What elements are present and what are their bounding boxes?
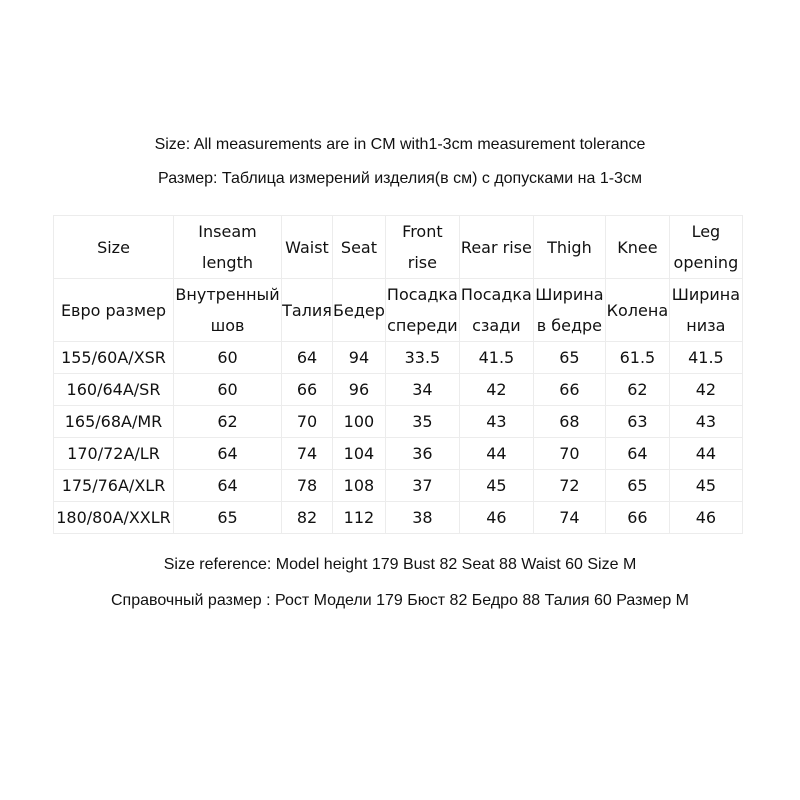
header-cell — [459, 279, 533, 342]
header-cell-line: сзади — [472, 316, 521, 335]
measurement-cell: 34 — [385, 374, 459, 406]
header-cell — [459, 216, 533, 279]
header-cell — [385, 279, 459, 342]
measurement-cell: 35 — [385, 406, 459, 438]
size-label-cell: 175/76A/XLR — [54, 470, 174, 502]
header-cell-line: Inseam — [198, 222, 257, 241]
table-row — [54, 438, 743, 470]
header-row-en — [54, 216, 743, 279]
header-cell — [282, 216, 333, 279]
table-row — [54, 406, 743, 438]
header-cell — [605, 279, 669, 342]
size-label-cell: 165/68A/MR — [54, 406, 174, 438]
measurement-cell: 100 — [333, 406, 386, 438]
table-row — [54, 374, 743, 406]
header-cell — [605, 216, 669, 279]
measurement-cell: 42 — [459, 374, 533, 406]
measurement-cell: 60 — [174, 342, 282, 374]
header-cell — [333, 216, 386, 279]
measurement-cell: 65 — [533, 342, 605, 374]
measurement-cell: 66 — [282, 374, 333, 406]
measurement-cell: 70 — [282, 406, 333, 438]
measurement-cell: 64 — [174, 470, 282, 502]
header-cell — [669, 216, 742, 279]
header-cell-line: Waist — [285, 237, 329, 257]
header-cell-line: спереди — [387, 316, 458, 335]
header-cell — [385, 216, 459, 279]
measurement-cell: 33.5 — [385, 342, 459, 374]
header-cell-line: Евро размер — [60, 300, 167, 320]
measurement-cell: 46 — [459, 502, 533, 534]
header-cell — [54, 216, 174, 279]
measurement-cell: 37 — [385, 470, 459, 502]
measurement-cell: 112 — [333, 502, 386, 534]
size-label-cell: 155/60A/XSR — [54, 342, 174, 374]
measurement-cell: 42 — [669, 374, 742, 406]
header-cell-line: opening — [673, 253, 739, 272]
measurement-cell: 46 — [669, 502, 742, 534]
measurement-cell: 96 — [333, 374, 386, 406]
measurement-cell: 65 — [605, 470, 669, 502]
table-row — [54, 342, 743, 374]
measurement-cell: 36 — [385, 438, 459, 470]
header-cell-line: Leg — [691, 222, 721, 241]
measurement-cell: 45 — [669, 470, 742, 502]
size-label-cell: 170/72A/LR — [54, 438, 174, 470]
header-cell-line: Ширина — [671, 285, 741, 304]
size-label-cell: 180/80A/XXLR — [54, 502, 174, 534]
measurement-cell: 64 — [282, 342, 333, 374]
header-cell-line: Бедер — [333, 300, 385, 320]
measurement-cell: 74 — [533, 502, 605, 534]
measurement-cell: 43 — [669, 406, 742, 438]
measurement-cell: 43 — [459, 406, 533, 438]
measurement-cell: 61.5 — [605, 342, 669, 374]
measurement-cell: 74 — [282, 438, 333, 470]
measurement-cell: 63 — [605, 406, 669, 438]
header-cell-line: Seat — [340, 237, 377, 257]
size-chart-table — [53, 215, 743, 534]
measurement-cell: 41.5 — [459, 342, 533, 374]
measurement-cell: 104 — [333, 438, 386, 470]
header-cell — [174, 279, 282, 342]
measurement-cell: 62 — [605, 374, 669, 406]
header-cell — [533, 279, 605, 342]
header-cell-line: Front — [402, 222, 443, 241]
header-cell-line: Rear rise — [460, 237, 532, 257]
table-row — [54, 502, 743, 534]
header-cell-line: Посадка — [460, 285, 532, 304]
measurement-cell: 66 — [533, 374, 605, 406]
header-cell-line: низа — [686, 316, 726, 335]
size-reference-ru: Справочный размер : Рост Модели 179 Бюст 82 Бедро 88 Талия 60 Размер M — [110, 592, 689, 609]
measurement-cell: 68 — [533, 406, 605, 438]
measurement-cell: 94 — [333, 342, 386, 374]
header-cell-line: Size — [97, 237, 130, 257]
measurement-cell: 108 — [333, 470, 386, 502]
measurement-cell: 72 — [533, 470, 605, 502]
measurement-cell: 70 — [533, 438, 605, 470]
header-cell-line: Колена — [606, 300, 669, 320]
header-cell-line: length — [202, 253, 253, 272]
header-cell — [669, 279, 742, 342]
header-cell — [533, 216, 605, 279]
table-row — [54, 470, 743, 502]
measurement-cell: 64 — [605, 438, 669, 470]
header-cell-line: в бедре — [536, 316, 603, 335]
size-reference-en: Size reference: Model height 179 Bust 82 Seat 88 Waist 60 Size M — [163, 556, 637, 573]
header-cell — [282, 279, 333, 342]
measurement-cell: 38 — [385, 502, 459, 534]
size-label-cell: 160/64A/SR — [54, 374, 174, 406]
header-cell — [174, 216, 282, 279]
measurement-cell: 41.5 — [669, 342, 742, 374]
header-cell — [54, 279, 174, 342]
measurement-cell: 78 — [282, 470, 333, 502]
measurement-cell: 62 — [174, 406, 282, 438]
header-cell — [333, 279, 386, 342]
header-cell-line: rise — [407, 253, 437, 272]
measurement-cell: 44 — [459, 438, 533, 470]
header-cell-line: Ширина — [535, 285, 604, 304]
header-row-ru — [54, 279, 743, 342]
measurement-cell: 82 — [282, 502, 333, 534]
measurement-cell: 64 — [174, 438, 282, 470]
measurement-cell: 65 — [174, 502, 282, 534]
measurement-cell: 66 — [605, 502, 669, 534]
measurement-cell: 45 — [459, 470, 533, 502]
measurement-note-ru: Размер: Таблица измерений изделия(в см) с допусками на 1-3см — [158, 170, 642, 187]
measurement-cell: 60 — [174, 374, 282, 406]
header-cell-line: Посадка — [386, 285, 458, 304]
header-cell-line: Талия — [282, 300, 332, 320]
header-cell-line: Knee — [617, 237, 658, 257]
header-cell-line: Внутренный — [175, 285, 280, 304]
header-cell-line: Thigh — [547, 237, 592, 257]
measurement-note-en: Size: All measurements are in CM with1-3cm measurement tolerance — [154, 136, 646, 153]
header-cell-line: шов — [210, 316, 245, 335]
measurement-cell: 44 — [669, 438, 742, 470]
